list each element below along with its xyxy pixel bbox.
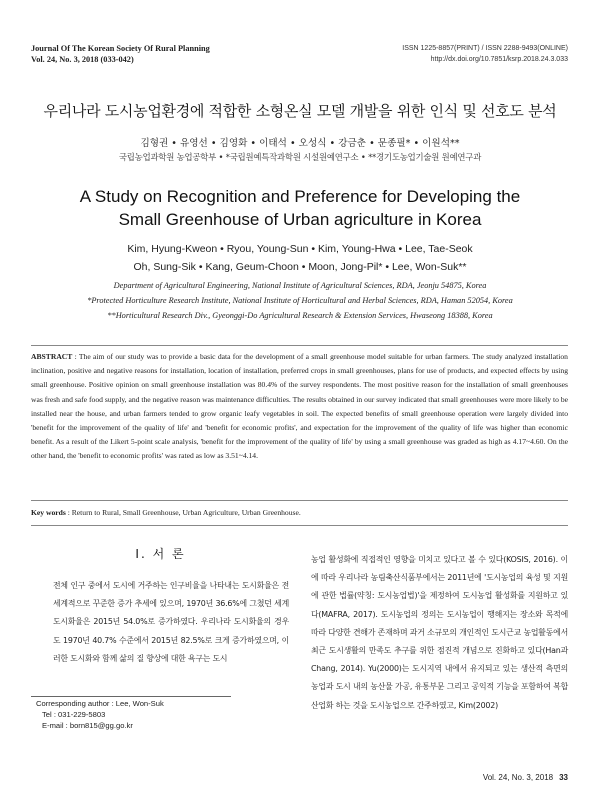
- authors-english-line-2: Oh, Sung-Sik • Kang, Geum-Choon • Moon, Jong-Pil* • Lee, Won-Suk**: [133, 261, 467, 273]
- affiliation-1: Department of Agricultural Engineering, National Institute of Agricultural Sciences, RDA, Jeonju 54875, Korea: [113, 281, 487, 290]
- authors-english-line-1: Kim, Hyung-Kweon • Ryou, Young-Sun • Kim, Young-Hwa • Lee, Tae-Seok: [127, 243, 473, 255]
- affiliation-2: *Protected Horticulture Research Institute, National Institute of Horticultural and Herbal Sciences, RDA, Haman 52054, Korea: [87, 296, 513, 305]
- affiliations-korean: 국립농업과학원 농업공학부 • *국립원예특작과학원 시설원예연구소 • **경기도농업기술원 원예연구과: [118, 152, 482, 162]
- corresponding-author: [36, 698, 164, 731]
- authors-korean: 김형권 • 유영선 • 김영화 • 이태석 • 오성식 • 강금춘 • 문종필* • 이원석**: [140, 138, 460, 149]
- corr-author-name: Corresponding author : Lee, Won-Suk: [36, 699, 164, 708]
- authors-english: [40, 240, 560, 276]
- abstract-label: ABSTRACT: [31, 352, 73, 361]
- footer-issue: Vol. 24, No. 3, 2018: [482, 773, 554, 782]
- corr-tel: Tel : 031-229-5803: [42, 710, 106, 719]
- keywords-body: : Return to Rural, Small Greenhouse, Urban Agriculture, Urban Greenhouse.: [67, 508, 301, 517]
- title-english: A Study on Recognition and Preference for Developing the Small Greenhouse of Urban agriculture in Korea: [79, 187, 521, 229]
- abstract-body: : The aim of our study was to provide a basic data for the development of a small greenhouse model suitable for urban farmers. The study analyzed installation inclination, positive and negative reasons for installation, location of installation, preferred crops in small greenhouses, plans for use of products, and expected effects by using small greenhouse. Positive opinion on small greenhouse installation was 80.4% of the survey respondents. The most positive reason for the installation of small greenhouses was fresh and safe food supply, and the negative reason was maintenance difficulties. The results obtained in our survey indicated that small greenhouses were more likely to be installed near the house, and urban farmers tended to grow organic leafy vegetables in soil. The expected benefits of small greenhouse operation were largely divided into 'benefit for the improvement of the quality of life' and 'benefit for economic profits', and expectation for the improvement of the quality of life was higher than economic benefit. As a result of the Likert 5-point scale analysis, 'benefit for the improvement of the quality of life' by using a small greenhouse was graded as high as 4.17~4.60. On the other hand, the 'benefit to economic profits' was rated as low as 3.51~4.14.: [31, 352, 568, 461]
- page-footer: [483, 773, 568, 782]
- affiliation-3: **Horticultural Research Div., Gyeonggi-Do Agricultural Research & Extension Services, Hwaseong 18388, Korea: [107, 311, 493, 320]
- affiliations-english: [32, 278, 568, 323]
- journal-header: [31, 43, 210, 65]
- corr-email[interactable]: E-mail : born815@gg.go.kr: [42, 721, 133, 730]
- abstract-top-rule: [31, 345, 568, 346]
- keywords-bottom-rule: [31, 525, 568, 526]
- abstract: [31, 350, 568, 464]
- issn-text: ISSN 1225-8857(PRINT) / ISSN 2288-9493(ONLINE): [402, 45, 568, 52]
- intro-right-column: 농업 활성화에 직접적인 영향을 미치고 있다고 볼 수 있다(KOSIS, 2016). 이에 따라 우리나라 농림축산식품부에서는 2011년에 '도시농업의 육성 및 지원에 관한 법률(약칭: 도시농업법)'을 제정하여 도시농업 활성화를 지원하고 있다(MAFRA, 2017). 도시농업의 정의는 도시농업이 행해지는 장소와 목적에 따라 다양한 견해가 존재하며 과거 소규모의 개인적인 도시근교 농업활동에서 최근 도시생활의 만족도 추구를 위한 점진적 개념으로 진화하고 있다(Han과 Chang, 2014). Yu(2000)는 도시지역 내에서 유지되고 있는 생산적 측면의 농업과 도시 내의 농산물 가공, 유통부문 그리고 공익적 기능을 포함하여 복합산업화 하는 것을 도시농업으로 간주하였고, Kim(2002): [311, 555, 568, 710]
- doi-link[interactable]: http://dx.doi.org/10.7851/ksrp.2018.24.3.033: [430, 56, 568, 63]
- issn-header: [402, 43, 568, 65]
- journal-name: Journal Of The Korean Society Of Rural Planning: [31, 44, 210, 53]
- keywords: [31, 508, 568, 517]
- section-heading-introduction: Ⅰ. 서 론: [135, 547, 186, 561]
- intro-left-column: 전체 인구 중에서 도시에 거주하는 인구비율을 나타내는 도시화율은 전 세계적으로 꾸준한 증가 추세에 있으며, 1970년 36.6%에 그쳤던 세계 도시화율은 2015년 54.0%로 증가하였다. 우리나라 도시화율의 경우도 1970년 40.7% 수준에서 2015년 82.5%로 크게 증가하였으며, 이러한 도시화와 함께 삶의 질 향상에 대한 욕구는 도시: [53, 581, 289, 663]
- journal-volume: Vol. 24, No. 3, 2018 (033-042): [31, 55, 134, 64]
- footnote-rule: [31, 696, 231, 697]
- keywords-label: Key words: [31, 508, 66, 517]
- abstract-bottom-rule: [31, 500, 568, 501]
- title-korean: 우리나라 도시농업환경에 적합한 소형온실 모델 개발을 위한 인식 및 선호도 분석: [43, 102, 557, 120]
- page-number: 33: [559, 773, 568, 782]
